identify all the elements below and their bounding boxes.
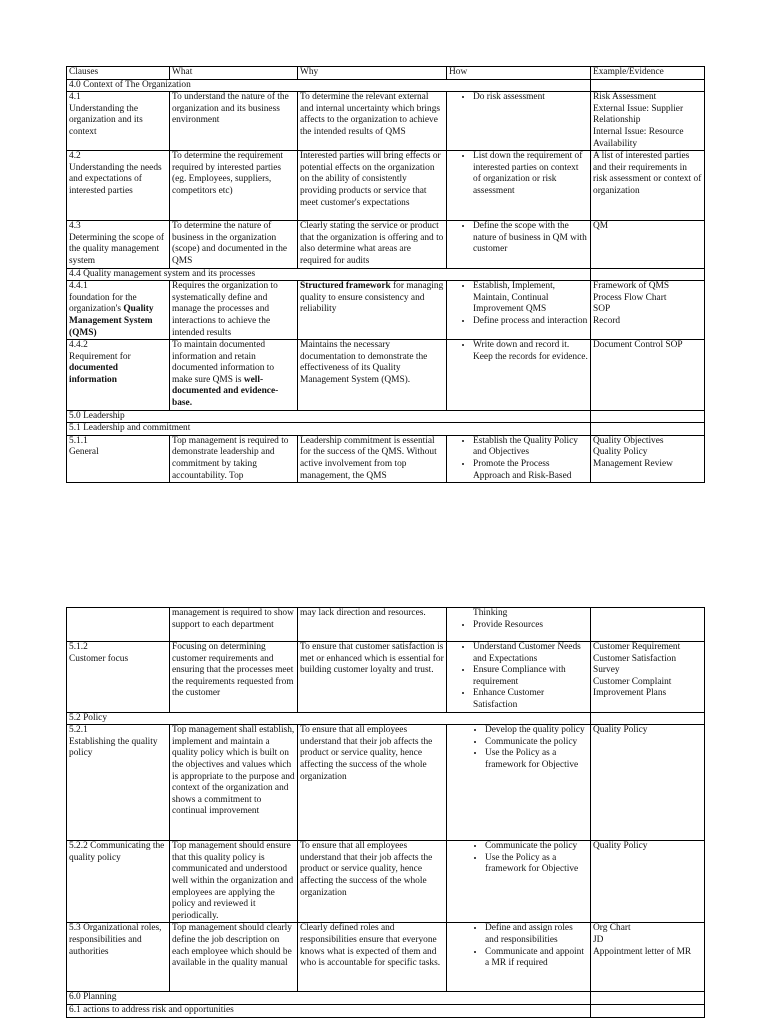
header-clauses: Clauses — [67, 67, 170, 80]
how-cell — [447, 281, 591, 340]
how-cell: Thinking • Provide Resources — [447, 608, 591, 642]
table-row — [67, 435, 705, 482]
table-row — [67, 725, 705, 841]
why-cell: Clearly stating the service or product that the organization is offering and to also determine what areas are required for audits — [298, 221, 447, 268]
why-cell: may lack direction and resources. — [298, 608, 447, 642]
list-item: • Write down and record it. Keep the records for evidence. — [473, 340, 588, 363]
what-cell: Top management shall establish, implement and maintain a quality policy which is built on the objectives and values which is appropriate to the purpose and context of the organization and shows a commitment to continual improvement — [170, 725, 298, 841]
how-cell — [447, 435, 591, 482]
table-row — [67, 281, 705, 340]
table-row — [67, 642, 705, 713]
list-item: • Understand Customer Needs and Expectations — [473, 642, 588, 665]
evidence-cell: QM — [591, 221, 705, 268]
what-cell: To maintain documented information and retain documented information to make sure QMS is well-documented and evidence-base. — [170, 340, 298, 411]
list-item: • Do risk assessment — [473, 92, 588, 104]
qms-table-page-2 — [66, 607, 705, 1018]
what-cell: To determine the requirement required by interested parties (eg. Employees, suppliers, competitors etc) — [170, 151, 298, 221]
what-cell: To determine the nature of business in the organization (scope) and documented in the QMS — [170, 221, 298, 268]
table-row — [67, 841, 705, 923]
evidence-cell: Risk Assessment External Issue: Supplier Relationship Internal Issue: Resource Availability — [591, 92, 705, 151]
list-item: • Define process and interaction — [473, 316, 588, 328]
section-row — [67, 423, 705, 436]
list-item: • Define and assign roles and responsibilities — [485, 923, 588, 946]
qms-table-page-1 — [66, 66, 705, 483]
what-cell: management is required to show support to each department — [170, 608, 298, 642]
evidence-cell: Org Chart JD Appointment letter of MR — [591, 923, 705, 992]
why-cell: To ensure that all employees understand that their job affects the product or service quality, hence affecting the success of the whole organization — [298, 725, 447, 841]
how-cell — [447, 725, 591, 841]
what-cell: Top management should clearly define the job description on each employee which should be available in the quality manual — [170, 923, 298, 992]
list-item: • Use the Policy as a framework for Objective — [485, 853, 588, 876]
list-item: • Communicate the policy — [485, 841, 588, 853]
table-row — [67, 340, 705, 411]
table-row — [67, 923, 705, 992]
how-cell — [447, 923, 591, 992]
list-item: • Develop the quality policy — [485, 725, 588, 737]
how-cell — [447, 221, 591, 268]
section-5-2: 5.2 Policy — [67, 712, 591, 725]
section-row — [67, 268, 705, 281]
why-cell: Interested parties will bring effects or potential effects on the organization on the ability of consistently providing products or service that meet customer's expectations — [298, 151, 447, 221]
why-cell: Maintains the necessary documentation to demonstrate the effectiveness of its Quality Management System (QMS). — [298, 340, 447, 411]
clause-cell: 4.4.1 foundation for the organization's Quality Management System (QMS) — [67, 281, 170, 340]
section-5-0: 5.0 Leadership — [67, 410, 591, 423]
header-how: How — [447, 67, 591, 80]
list-item: • Establish the Quality Policy and Objectives — [473, 436, 588, 459]
section-row — [67, 410, 705, 423]
section-row — [67, 1004, 705, 1017]
clause-cell — [67, 608, 170, 642]
evidence-cell: Quality Policy — [591, 725, 705, 841]
what-cell: To understand the nature of the organization and its business environment — [170, 92, 298, 151]
what-cell: Requires the organization to systematically define and manage the processes and interactions to achieve the intended results — [170, 281, 298, 340]
clause-cell: 4.4.2 Requirement for documented information — [67, 340, 170, 411]
section-6-0: 6.0 Planning — [67, 992, 591, 1005]
why-cell: Clearly defined roles and responsibilities ensure that everyone knows what is expected of them and who is accountable for specific tasks. — [298, 923, 447, 992]
section-4-0: 4.0 Context of The Organization — [67, 79, 591, 92]
what-cell: Top management should ensure that this quality policy is communicated and understood well within the organization and employees are applying the policy and reviewed it periodically. — [170, 841, 298, 923]
why-cell: To ensure that all employees understand that their job affects the product or service quality, hence affecting the success of the whole organization — [298, 841, 447, 923]
section-row — [67, 79, 705, 92]
list-item: • Use the Policy as a framework for Objective — [485, 748, 588, 771]
list-item: • Establish, Implement, Maintain, Continual Improvement QMS — [473, 281, 588, 316]
how-cell — [447, 151, 591, 221]
clause-cell: 5.2.1 Establishing the quality policy — [67, 725, 170, 841]
list-item: • Enhance Customer Satisfaction — [473, 688, 588, 711]
evidence-cell: Customer Requirement Customer Satisfaction Survey Customer Complaint Improvement Plans — [591, 642, 705, 713]
clause-cell: 4.3 Determining the scope of the quality management system — [67, 221, 170, 268]
list-item: • Communicate the policy — [485, 737, 588, 749]
table-row — [67, 92, 705, 151]
why-cell: To determine the relevant external and internal uncertainty which brings affects to the organization to achieve the intended results of QMS — [298, 92, 447, 151]
evidence-cell: Document Control SOP — [591, 340, 705, 411]
why-cell: Structured framework for managing quality to ensure consistency and reliability — [298, 281, 447, 340]
evidence-cell: A list of interested parties and their requirements in risk assessment or context of organization — [591, 151, 705, 221]
why-cell: To ensure that customer satisfaction is met or enhanced which is essential for building customer loyalty and trust. — [298, 642, 447, 713]
what-cell: Focusing on determining customer requirements and ensuring that the processes meet the requirements requested from the customer — [170, 642, 298, 713]
clause-cell: 4.1 Understanding the organization and its context — [67, 92, 170, 151]
clause-cell: 4.2 Understanding the needs and expectations of interested parties — [67, 151, 170, 221]
how-cell — [447, 642, 591, 713]
section-row — [67, 712, 705, 725]
evidence-cell: Quality Policy — [591, 841, 705, 923]
how-cell — [447, 841, 591, 923]
header-why: Why — [298, 67, 447, 80]
list-item: • Promote the Process Approach and Risk-Based — [473, 459, 588, 482]
what-cell: Top management is required to demonstrate leadership and commitment by taking accountability. Top — [170, 435, 298, 482]
section-5-1: 5.1 Leadership and commitment — [67, 423, 591, 436]
header-row — [67, 67, 705, 80]
list-item: • List down the requirement of interested parties on context of organization or risk assessment — [473, 151, 588, 197]
table-row — [67, 151, 705, 221]
why-cell: Leadership commitment is essential for the success of the QMS. Without active involvement from top management, the QMS — [298, 435, 447, 482]
clause-cell: 5.1.1 General — [67, 435, 170, 482]
table-row — [67, 608, 705, 642]
clause-cell: 5.3 Organizational roles, responsibilities and authorities — [67, 923, 170, 992]
list-item: • Communicate and appoint a MR if required — [485, 947, 588, 970]
how-cell — [447, 92, 591, 151]
evidence-cell: Quality Objectives Quality Policy Management Review — [591, 435, 705, 482]
clause-cell: 5.1.2 Customer focus — [67, 642, 170, 713]
evidence-cell — [591, 608, 705, 642]
header-what: What — [170, 67, 298, 80]
how-cell — [447, 340, 591, 411]
header-evidence: Example/Evidence — [591, 67, 705, 80]
section-4-4: 4.4 Quality management system and its processes — [67, 268, 591, 281]
table-row — [67, 221, 705, 268]
list-item: • Ensure Compliance with requirement — [473, 665, 588, 688]
evidence-cell: Framework of QMS Process Flow Chart SOP Record — [591, 281, 705, 340]
list-item: • Define the scope with the nature of business in QM with customer — [473, 221, 588, 256]
clause-cell: 5.2.2 Communicating the quality policy — [67, 841, 170, 923]
section-row — [67, 992, 705, 1005]
section-6-1: 6.1 actions to address risk and opportunities — [67, 1004, 591, 1017]
list-item: • Provide Resources — [473, 620, 588, 632]
